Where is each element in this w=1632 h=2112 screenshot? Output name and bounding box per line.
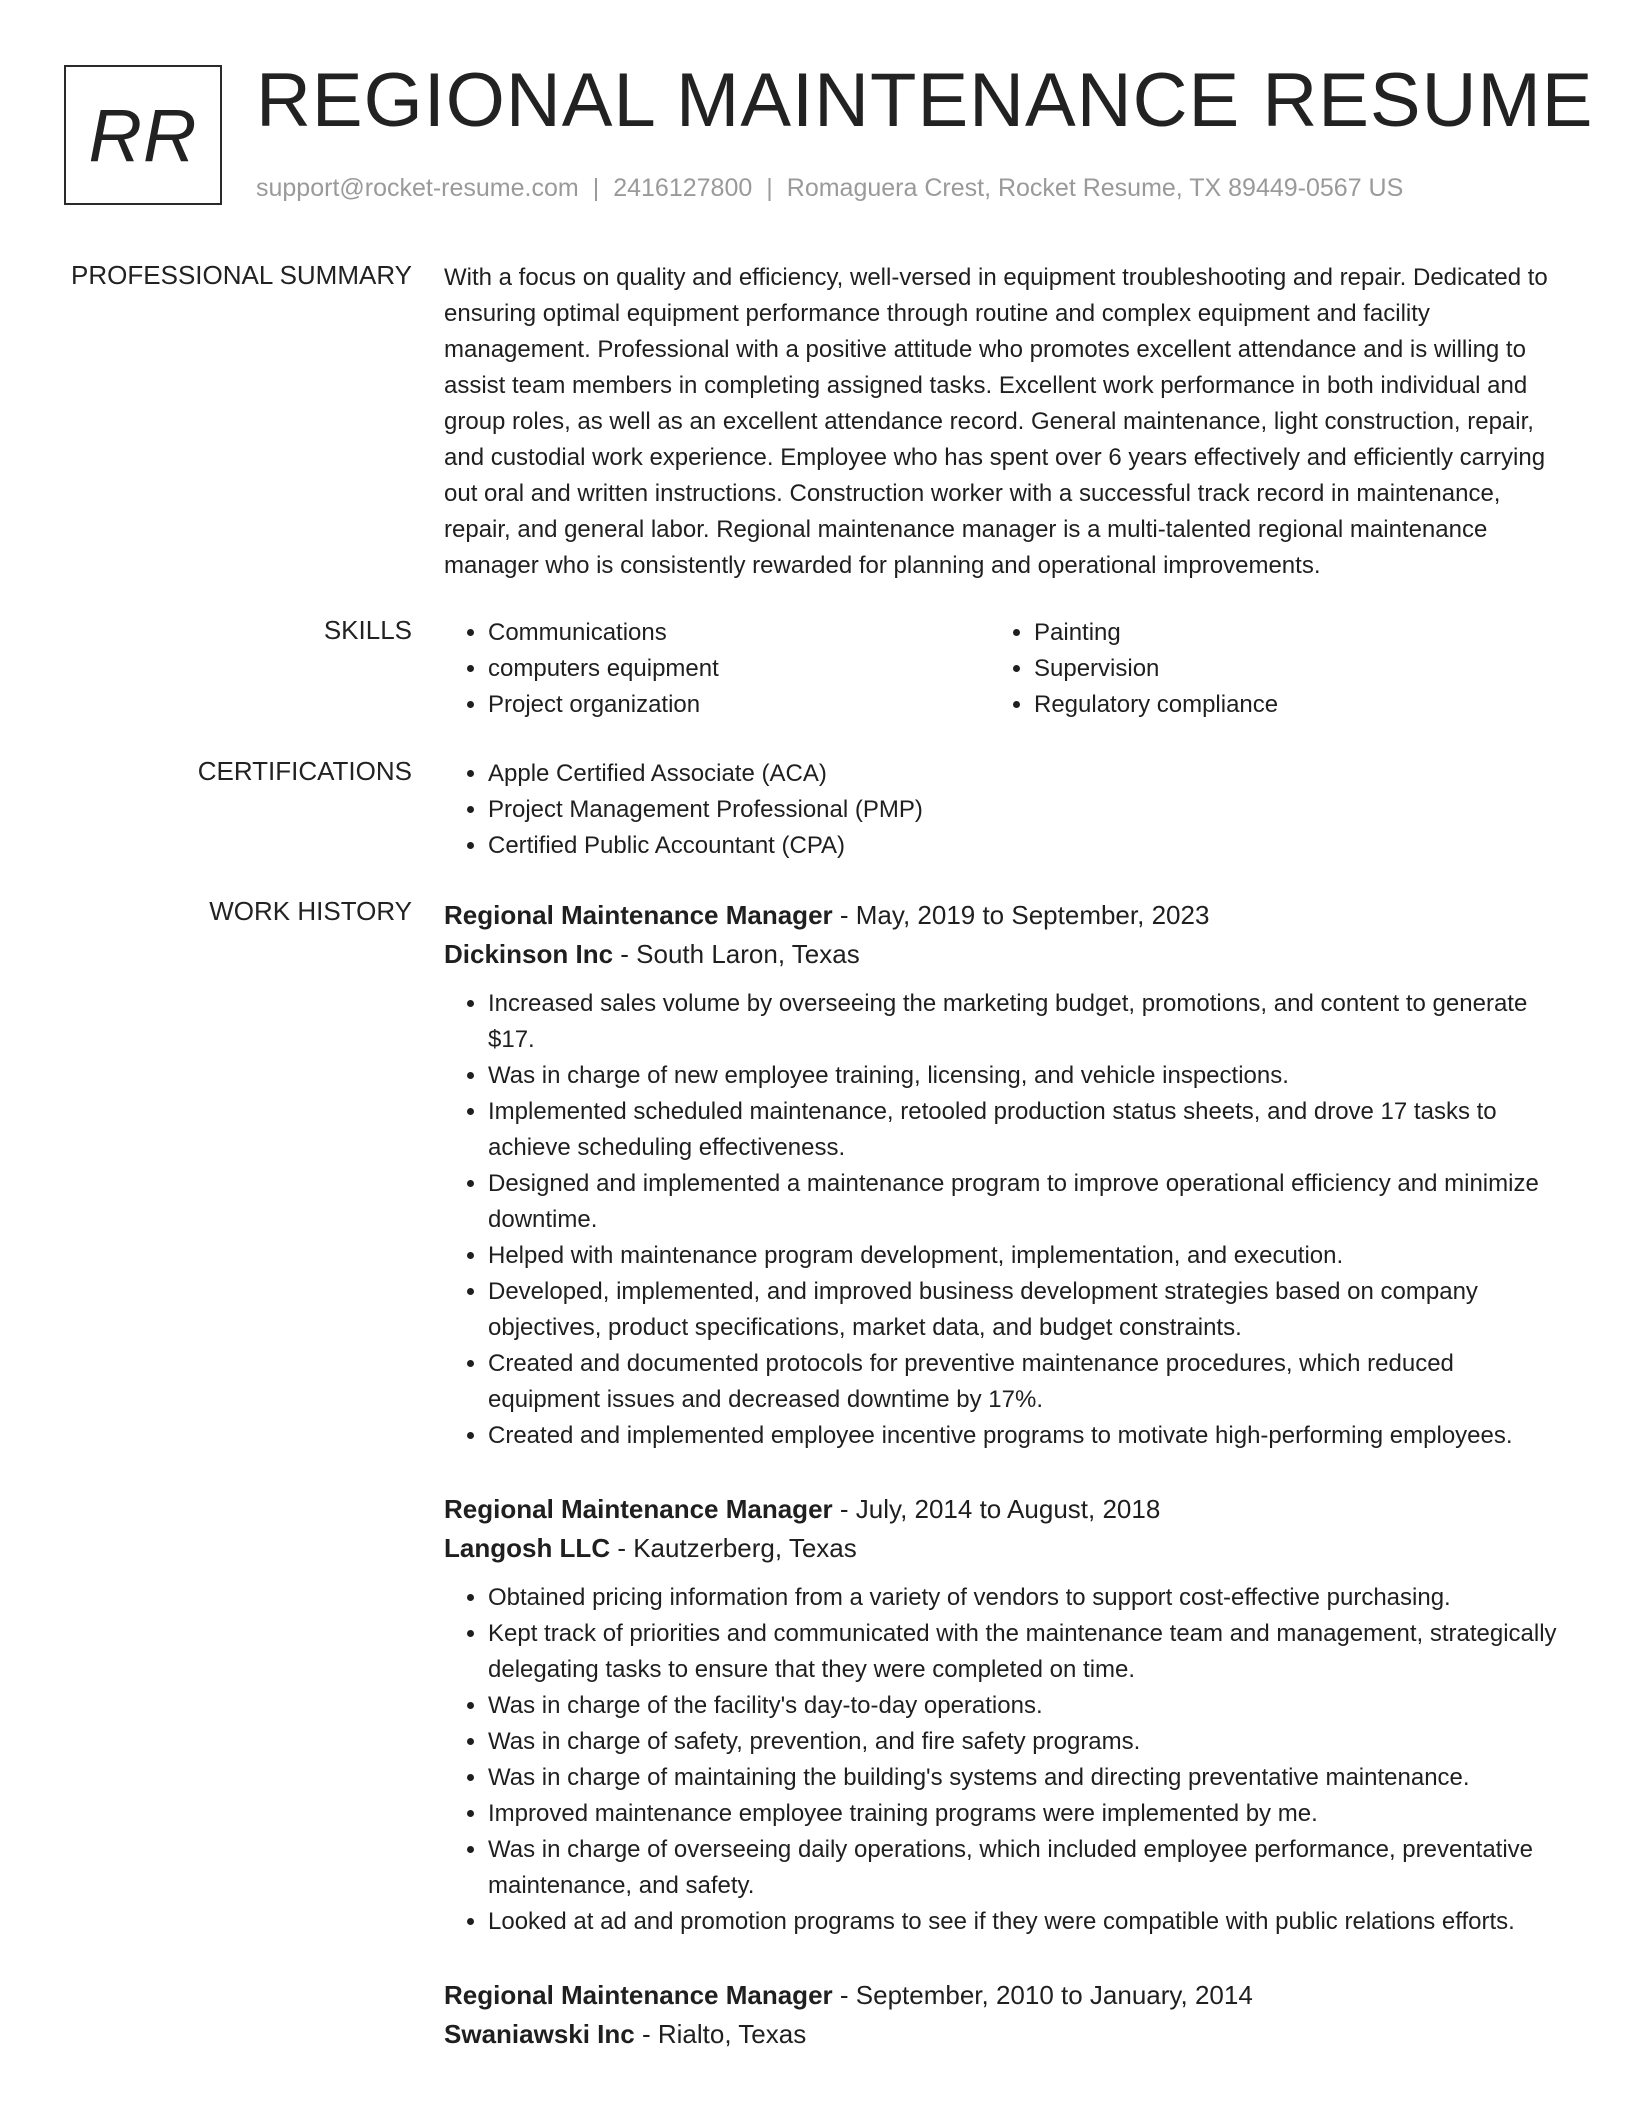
resume-title: REGIONAL MAINTENANCE RESUME [256, 58, 1594, 143]
contact-address: Romaguera Crest, Rocket Resume, TX 89449-0567 US [786, 174, 1404, 202]
job-title: Regional Maintenance Manager [444, 900, 833, 930]
job-location: - Kautzerberg, Texas [610, 1533, 857, 1563]
job-company-line [444, 935, 1564, 974]
section-label-certifications: CERTIFICATIONS [197, 756, 412, 786]
job-company: Dickinson Inc [444, 939, 614, 969]
job-dates: - July, 2014 to August, 2018 [832, 1494, 1161, 1524]
contact-line [256, 174, 1403, 203]
skill-item: • Communications [488, 615, 990, 651]
skill-item: • Project organization [488, 687, 990, 723]
job-location: - Rialto, Texas [634, 2019, 807, 2049]
job-title: Regional Maintenance Manager [444, 1980, 833, 2010]
job-bullet: • Created and implemented employee incentive programs to motivate high-performing employees. [488, 1418, 1564, 1454]
job-heading [444, 896, 1564, 935]
job-bullet: • Developed, implemented, and improved business development strategies based on company objectives, product specifications, market data, and budget constraints. [488, 1274, 1564, 1346]
job-company-line [444, 1529, 1564, 1568]
certification-item: • Project Management Professional (PMP) [488, 792, 1564, 828]
contact-email: support@rocket-resume.com [256, 174, 579, 202]
job-bullet: • Was in charge of safety, prevention, and fire safety programs. [488, 1724, 1564, 1760]
skill-item: • Supervision [1034, 651, 1536, 687]
job-entry [444, 896, 1564, 1454]
job-dates: - May, 2019 to September, 2023 [832, 900, 1210, 930]
job-entry [444, 1490, 1564, 1940]
skills-list-left [444, 615, 990, 723]
contact-phone: 2416127800 [613, 174, 753, 202]
skills-list-right [990, 615, 1536, 723]
summary-text: With a focus on quality and efficiency, well-versed in equipment troubleshooting and repair. Dedicated to ensuring optimal equipment performance through routine and complex equipment and facility management. Professional with a positive attitude who promotes excellent attendance and is willing to assist team members in completing assigned tasks. Excellent work performance in both individual and group roles, as well as an excellent attendance record. General maintenance, light construction, repair, and custodial work experience. Employee who has spent over 6 years effectively and efficiently carrying out oral and written instructions. Construction worker with a successful track record in maintenance, repair, and general labor. Regional maintenance manager is a multi-talented regional maintenance manager who is consistently rewarded for planning and operational improvements. [444, 264, 1548, 579]
job-title: Regional Maintenance Manager [444, 1494, 833, 1524]
job-bullet: • Kept track of priorities and communicated with the maintenance team and management, strategically delegating tasks to ensure that they were completed on time. [488, 1616, 1564, 1688]
monogram: RR [64, 65, 222, 205]
certification-item: • Apple Certified Associate (ACA) [488, 756, 1564, 792]
job-location: - South Laron, Texas [613, 939, 860, 969]
job-bullets [444, 986, 1564, 1454]
job-bullet: • Implemented scheduled maintenance, retooled production status sheets, and drove 17 tasks to achieve scheduling effectiveness. [488, 1094, 1564, 1166]
job-bullet: • Created and documented protocols for preventive maintenance procedures, which reduced equipment issues and decreased downtime by 17%. [488, 1346, 1564, 1418]
job-bullet: • Was in charge of the facility's day-to-day operations. [488, 1688, 1564, 1724]
section-label-work-history: WORK HISTORY [209, 896, 412, 926]
section-label-skills: SKILLS [323, 615, 412, 645]
certification-item: • Certified Public Accountant (CPA) [488, 828, 1564, 864]
skill-item: • computers equipment [488, 651, 990, 687]
job-bullet: • Helped with maintenance program development, implementation, and execution. [488, 1238, 1564, 1274]
job-bullet: • Was in charge of maintaining the building's systems and directing preventative maintenance. [488, 1760, 1564, 1796]
skill-item: • Painting [1034, 615, 1536, 651]
job-company-line [444, 2015, 1564, 2054]
job-company: Swaniawski Inc [444, 2019, 635, 2049]
job-bullets [444, 1580, 1564, 1940]
job-bullet: • Obtained pricing information from a variety of vendors to support cost-effective purchasing. [488, 1580, 1564, 1616]
job-entry [444, 1976, 1564, 2054]
contact-separator: | [592, 174, 600, 202]
skill-item: • Regulatory compliance [1034, 687, 1536, 723]
job-bullet: • Looked at ad and promotion programs to see if they were compatible with public relations efforts. [488, 1904, 1564, 1940]
job-bullet: • Was in charge of new employee training, licensing, and vehicle inspections. [488, 1058, 1564, 1094]
job-bullet: • Improved maintenance employee training programs were implemented by me. [488, 1796, 1564, 1832]
job-company: Langosh LLC [444, 1533, 611, 1563]
contact-separator: | [766, 174, 773, 202]
job-heading [444, 1976, 1564, 2015]
job-bullet: • Designed and implemented a maintenance program to improve operational efficiency and minimize downtime. [488, 1166, 1564, 1238]
job-dates: - September, 2010 to January, 2014 [832, 1980, 1253, 2010]
job-bullet: • Increased sales volume by overseeing the marketing budget, promotions, and content to generate $17. [488, 986, 1564, 1058]
section-label-summary: PROFESSIONAL SUMMARY [71, 260, 412, 290]
job-bullet: • Was in charge of overseeing daily operations, which included employee performance, preventative maintenance, and safety. [488, 1832, 1564, 1904]
job-heading [444, 1490, 1564, 1529]
certifications-list [444, 756, 1564, 864]
